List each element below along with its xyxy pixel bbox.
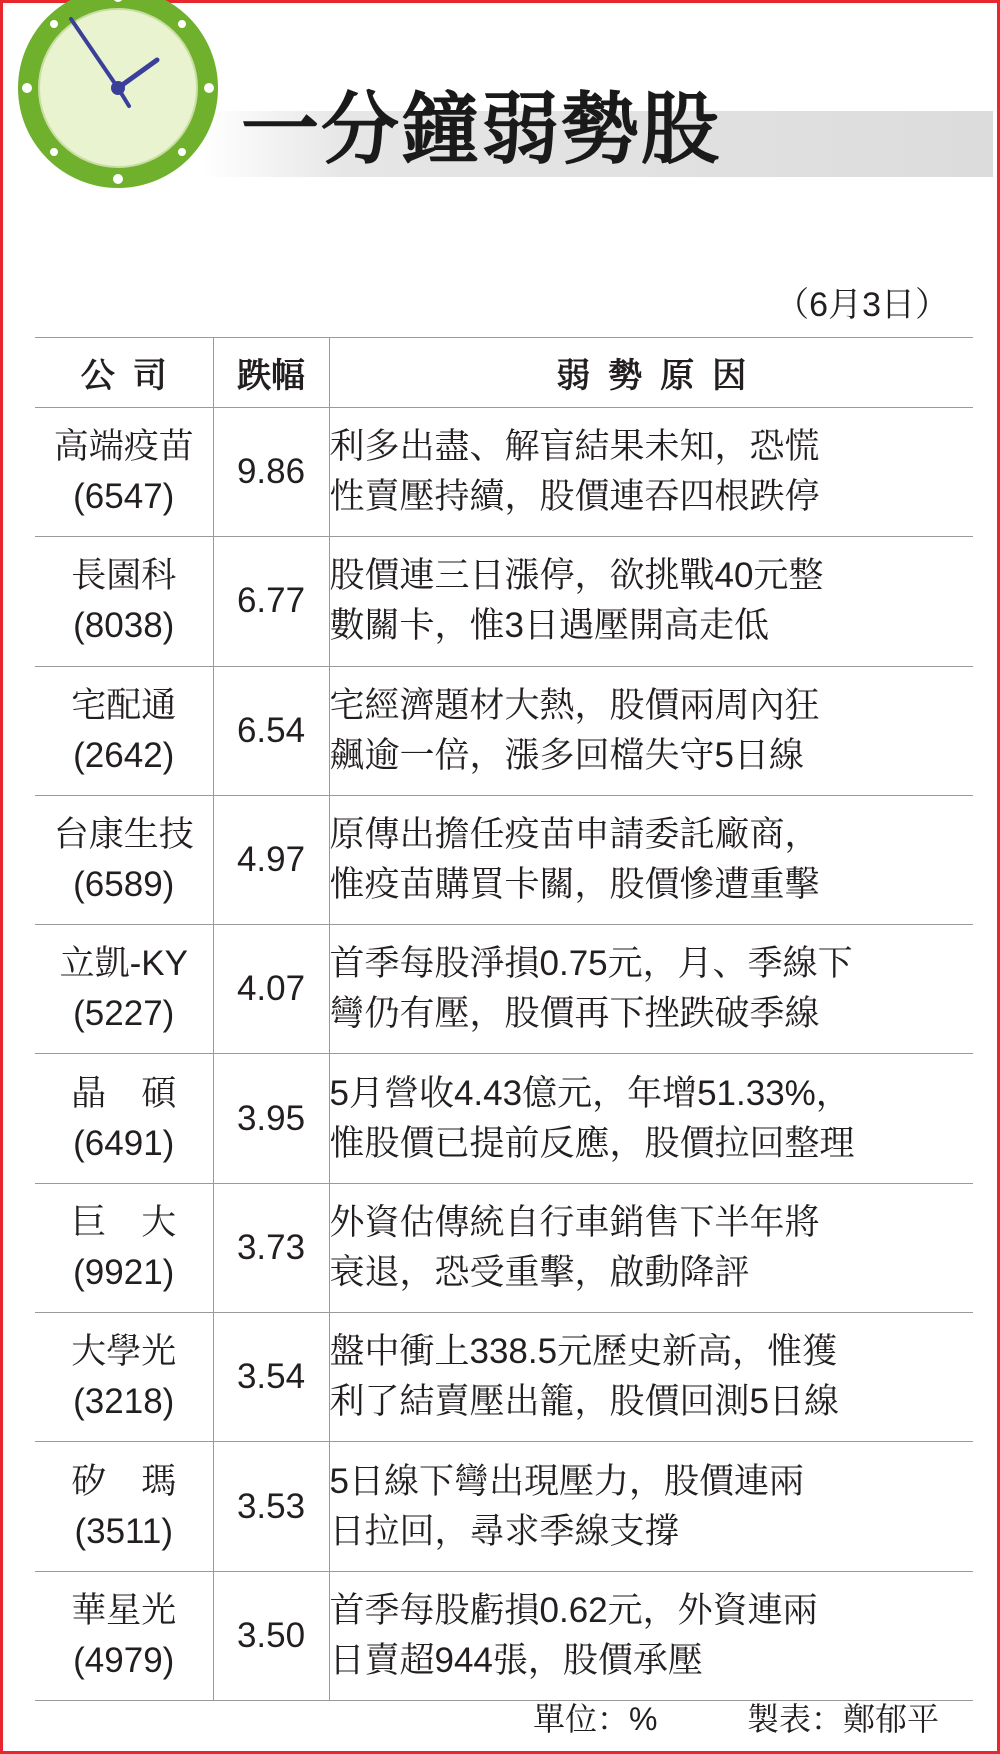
reason-line: 利多出盡、解盲結果未知，恐慌 [329, 427, 820, 467]
change-value: 3.53 [213, 1442, 329, 1571]
weak-stocks-table [35, 337, 973, 1701]
table-row [35, 1054, 973, 1183]
company-name: 矽 瑪 [71, 1461, 177, 1501]
company-cell [35, 1183, 213, 1312]
table-row [35, 1571, 973, 1700]
table-header-row [35, 338, 973, 408]
company-name: 立凱-KY [59, 944, 188, 984]
reason-cell [329, 795, 973, 924]
reason-line: 性賣壓持續，股價連吞四根跌停 [329, 477, 820, 517]
reason-cell [329, 1442, 973, 1571]
reason-line: 飆逾一倍，漲多回檔失守5日線 [329, 735, 804, 775]
table-row [35, 795, 973, 924]
table-row [35, 408, 973, 537]
table-row [35, 537, 973, 666]
reason-cell [329, 666, 973, 795]
reason-cell [329, 1054, 973, 1183]
company-name: 巨 大 [71, 1202, 177, 1242]
company-cell [35, 795, 213, 924]
table-row [35, 1313, 973, 1442]
reason-line: 利了結賣壓出籠，股價回測5日線 [329, 1382, 839, 1422]
company-name: 高端疫苗 [53, 427, 194, 467]
page-title: 一分鐘弱勢股 [241, 85, 722, 173]
reason-line: 5日線下彎出現壓力，股價連兩 [329, 1461, 804, 1501]
table-maker-credit: 製表：鄭郁平 [747, 1701, 940, 1737]
company-code: (3218) [73, 1382, 175, 1422]
company-cell [35, 408, 213, 537]
reason-cell [329, 1571, 973, 1700]
reason-line: 宅經濟題材大熱，股價兩周內狂 [329, 685, 820, 725]
company-code: (8038) [73, 606, 175, 646]
reason-line: 惟疫苗購買卡關，股價慘遭重擊 [329, 865, 820, 905]
company-cell [35, 1442, 213, 1571]
reason-cell [329, 1183, 973, 1312]
change-value: 3.54 [213, 1313, 329, 1442]
reason-line: 日拉回，尋求季線支撐 [329, 1511, 680, 1551]
table-row [35, 1183, 973, 1312]
company-cell [35, 666, 213, 795]
reason-cell [329, 537, 973, 666]
company-code: (3511) [74, 1511, 174, 1551]
reason-line: 彎仍有壓，股價再下挫跌破季線 [329, 994, 820, 1034]
reason-cell [329, 408, 973, 537]
reason-line: 衰退，恐受重擊，啟動降評 [329, 1252, 750, 1292]
change-value: 3.73 [213, 1183, 329, 1312]
reason-line: 5月營收4.43億元，年增51.33%， [329, 1073, 851, 1113]
report-date: （6月3日） [775, 286, 949, 324]
reason-line: 首季每股淨損0.75元，月、季線下 [329, 944, 853, 984]
change-value: 4.07 [213, 925, 329, 1054]
table-row [35, 666, 973, 795]
clock-icon [11, 0, 225, 195]
company-cell [35, 1313, 213, 1442]
reason-line: 股價連三日漲停，欲挑戰40元整 [329, 556, 824, 596]
reason-line: 盤中衝上338.5元歷史新高，惟獲 [329, 1332, 838, 1372]
change-value: 6.77 [213, 537, 329, 666]
company-name: 華星光 [71, 1590, 177, 1630]
company-code: (6547) [73, 477, 175, 517]
reason-line: 數關卡，惟3日遇壓開高走低 [329, 606, 769, 646]
change-value: 3.95 [213, 1054, 329, 1183]
company-code: (5227) [73, 994, 175, 1034]
change-value: 3.50 [213, 1571, 329, 1700]
company-cell [35, 1054, 213, 1183]
unit-note: 單位：% [533, 1701, 658, 1737]
company-code: (4979) [73, 1640, 175, 1680]
table-row [35, 925, 973, 1054]
company-cell [35, 1571, 213, 1700]
table-row [35, 1442, 973, 1571]
company-name: 台康生技 [53, 815, 194, 855]
reason-line: 日賣超944張，股價承壓 [329, 1640, 703, 1680]
company-cell [35, 537, 213, 666]
change-value: 9.86 [213, 408, 329, 537]
company-code: (6491) [73, 1123, 175, 1163]
company-code: (9921) [73, 1252, 175, 1292]
company-cell [35, 925, 213, 1054]
company-name: 長園科 [71, 556, 177, 596]
company-code: (2642) [73, 735, 175, 775]
reason-cell [329, 1313, 973, 1442]
reason-line: 惟股價已提前反應，股價拉回整理 [329, 1123, 855, 1163]
company-name: 大學光 [71, 1332, 177, 1372]
change-value: 4.97 [213, 795, 329, 924]
header-reason: 弱勢原因 [329, 338, 973, 408]
reason-line: 首季每股虧損0.62元，外資連兩 [329, 1590, 818, 1630]
change-value: 6.54 [213, 666, 329, 795]
company-name: 晶 碩 [71, 1073, 177, 1113]
reason-line: 原傳出擔任疫苗申請委託廠商， [329, 815, 820, 855]
header-company: 公司 [80, 357, 185, 395]
company-name: 宅配通 [71, 685, 177, 725]
reason-line: 外資估傳統自行車銷售下半年將 [329, 1202, 820, 1242]
company-code: (6589) [73, 865, 175, 905]
header-change: 跌幅 [213, 338, 329, 408]
reason-cell [329, 925, 973, 1054]
